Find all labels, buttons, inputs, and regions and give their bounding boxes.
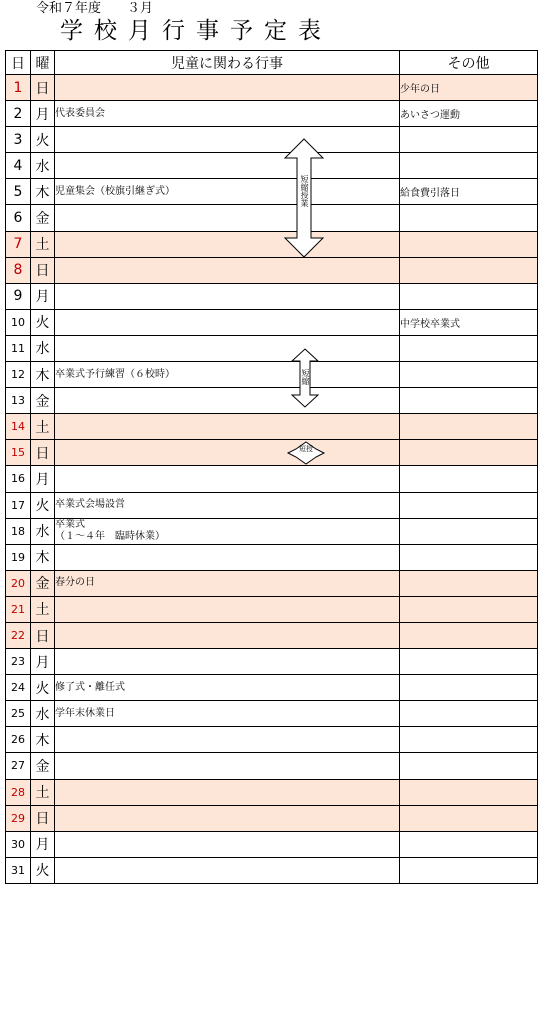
other-cell bbox=[400, 753, 538, 779]
other-cell bbox=[400, 231, 538, 257]
day-cell: 21 bbox=[6, 596, 31, 622]
table-row bbox=[6, 544, 538, 570]
table-row bbox=[6, 727, 538, 753]
event-cell: 児童集会（校旗引継ぎ式） bbox=[55, 179, 400, 205]
event-cell bbox=[55, 544, 400, 570]
page-title: 学校月行事予定表 bbox=[60, 18, 332, 44]
day-cell: 8 bbox=[6, 257, 31, 283]
day-cell: 24 bbox=[6, 675, 31, 701]
day-cell: 1 bbox=[6, 75, 31, 101]
other-cell bbox=[400, 544, 538, 570]
other-cell bbox=[400, 440, 538, 466]
day-cell: 28 bbox=[6, 779, 31, 805]
table-row bbox=[6, 414, 538, 440]
event-cell bbox=[55, 75, 400, 101]
weekday-cell: 火 bbox=[31, 492, 55, 518]
other-cell bbox=[400, 649, 538, 675]
other-cell: 少年の日 bbox=[400, 75, 538, 101]
other-cell: あいさつ運動 bbox=[400, 101, 538, 127]
other-cell: 給食費引落日 bbox=[400, 179, 538, 205]
weekday-cell: 日 bbox=[31, 622, 55, 648]
weekday-cell: 土 bbox=[31, 779, 55, 805]
event-cell bbox=[55, 649, 400, 675]
other-cell bbox=[400, 257, 538, 283]
table-row bbox=[6, 127, 538, 153]
weekday-cell: 日 bbox=[31, 75, 55, 101]
table-row bbox=[6, 388, 538, 414]
header-day: 日 bbox=[6, 51, 31, 75]
weekday-cell: 金 bbox=[31, 205, 55, 231]
table-row bbox=[6, 596, 538, 622]
weekday-cell: 月 bbox=[31, 101, 55, 127]
event-cell bbox=[55, 153, 400, 179]
event-cell: 修了式・離任式 bbox=[55, 675, 400, 701]
table-row bbox=[6, 283, 538, 309]
table-row bbox=[6, 675, 538, 701]
table-row bbox=[6, 231, 538, 257]
event-cell bbox=[55, 335, 400, 361]
day-cell: 25 bbox=[6, 701, 31, 727]
table-row bbox=[6, 805, 538, 831]
day-cell: 12 bbox=[6, 362, 31, 388]
arrow-label-short-classes: 短縮授業 bbox=[300, 175, 309, 207]
schedule-table bbox=[5, 50, 538, 884]
weekday-cell: 木 bbox=[31, 727, 55, 753]
weekday-cell: 土 bbox=[31, 414, 55, 440]
other-cell bbox=[400, 205, 538, 231]
other-cell bbox=[400, 335, 538, 361]
day-cell: 13 bbox=[6, 388, 31, 414]
day-cell: 18 bbox=[6, 518, 31, 544]
header-weekday: 曜 bbox=[31, 51, 55, 75]
other-cell bbox=[400, 518, 538, 544]
event-cell bbox=[55, 857, 400, 883]
event-cell: 春分の日 bbox=[55, 570, 400, 596]
event-cell bbox=[55, 440, 400, 466]
table-row bbox=[6, 649, 538, 675]
table-row bbox=[6, 101, 538, 127]
table-row bbox=[6, 179, 538, 205]
event-cell bbox=[55, 414, 400, 440]
event-cell: 卒業式会場設営 bbox=[55, 492, 400, 518]
table-row bbox=[6, 466, 538, 492]
weekday-cell: 木 bbox=[31, 544, 55, 570]
day-cell: 11 bbox=[6, 335, 31, 361]
other-cell bbox=[400, 414, 538, 440]
other-cell bbox=[400, 831, 538, 857]
event-cell bbox=[55, 727, 400, 753]
table-row bbox=[6, 309, 538, 335]
day-cell: 17 bbox=[6, 492, 31, 518]
table-row bbox=[6, 492, 538, 518]
other-cell bbox=[400, 675, 538, 701]
event-cell: 学年末休業日 bbox=[55, 701, 400, 727]
other-cell bbox=[400, 596, 538, 622]
weekday-cell: 木 bbox=[31, 179, 55, 205]
event-cell bbox=[55, 596, 400, 622]
table-row bbox=[6, 622, 538, 648]
event-cell: 卒業式 （１～４年 臨時休業） bbox=[55, 518, 400, 544]
arrow-label-short: 短縮 bbox=[301, 369, 310, 385]
weekday-cell: 土 bbox=[31, 596, 55, 622]
table-row bbox=[6, 153, 538, 179]
other-cell bbox=[400, 362, 538, 388]
event-cell bbox=[55, 283, 400, 309]
day-cell: 5 bbox=[6, 179, 31, 205]
event-cell: 代表委員会 bbox=[55, 101, 400, 127]
event-cell bbox=[55, 622, 400, 648]
header-student-events: 児童に関わる行事 bbox=[55, 51, 400, 75]
event-cell bbox=[55, 231, 400, 257]
weekday-cell: 火 bbox=[31, 857, 55, 883]
table-row bbox=[6, 570, 538, 596]
day-cell: 10 bbox=[6, 309, 31, 335]
day-cell: 30 bbox=[6, 831, 31, 857]
weekday-cell: 金 bbox=[31, 753, 55, 779]
table-row bbox=[6, 779, 538, 805]
weekday-cell: 月 bbox=[31, 831, 55, 857]
table-row bbox=[6, 701, 538, 727]
event-cell bbox=[55, 831, 400, 857]
event-cell bbox=[55, 205, 400, 231]
day-cell: 15 bbox=[6, 440, 31, 466]
weekday-cell: 月 bbox=[31, 649, 55, 675]
event-cell bbox=[55, 257, 400, 283]
weekday-cell: 日 bbox=[31, 440, 55, 466]
weekday-cell: 火 bbox=[31, 309, 55, 335]
event-cell bbox=[55, 309, 400, 335]
event-cell bbox=[55, 753, 400, 779]
other-cell bbox=[400, 127, 538, 153]
table-row bbox=[6, 75, 538, 101]
weekday-cell: 月 bbox=[31, 283, 55, 309]
day-cell: 2 bbox=[6, 101, 31, 127]
weekday-cell: 火 bbox=[31, 675, 55, 701]
event-cell bbox=[55, 388, 400, 414]
weekday-cell: 火 bbox=[31, 127, 55, 153]
day-cell: 31 bbox=[6, 857, 31, 883]
weekday-cell: 水 bbox=[31, 153, 55, 179]
table-row bbox=[6, 440, 538, 466]
arrow-label-short-2: 短授 bbox=[299, 445, 313, 453]
weekday-cell: 水 bbox=[31, 701, 55, 727]
day-cell: 9 bbox=[6, 283, 31, 309]
other-cell bbox=[400, 283, 538, 309]
day-cell: 27 bbox=[6, 753, 31, 779]
other-cell bbox=[400, 805, 538, 831]
other-cell bbox=[400, 492, 538, 518]
other-cell bbox=[400, 153, 538, 179]
weekday-cell: 金 bbox=[31, 570, 55, 596]
table-row bbox=[6, 257, 538, 283]
event-cell bbox=[55, 127, 400, 153]
day-cell: 16 bbox=[6, 466, 31, 492]
day-cell: 14 bbox=[6, 414, 31, 440]
other-cell bbox=[400, 388, 538, 414]
table-row bbox=[6, 362, 538, 388]
other-cell bbox=[400, 622, 538, 648]
day-cell: 4 bbox=[6, 153, 31, 179]
event-cell: 卒業式予行練習（６校時） bbox=[55, 362, 400, 388]
weekday-cell: 金 bbox=[31, 388, 55, 414]
day-cell: 22 bbox=[6, 622, 31, 648]
other-cell bbox=[400, 857, 538, 883]
event-cell bbox=[55, 779, 400, 805]
other-cell bbox=[400, 701, 538, 727]
other-cell bbox=[400, 466, 538, 492]
other-cell bbox=[400, 570, 538, 596]
weekday-cell: 月 bbox=[31, 466, 55, 492]
day-cell: 29 bbox=[6, 805, 31, 831]
table-row bbox=[6, 335, 538, 361]
table-row bbox=[6, 831, 538, 857]
day-cell: 3 bbox=[6, 127, 31, 153]
table-row bbox=[6, 518, 538, 544]
other-cell bbox=[400, 727, 538, 753]
weekday-cell: 土 bbox=[31, 231, 55, 257]
table-row bbox=[6, 857, 538, 883]
weekday-cell: 日 bbox=[31, 805, 55, 831]
day-cell: 7 bbox=[6, 231, 31, 257]
weekday-cell: 水 bbox=[31, 335, 55, 361]
day-cell: 23 bbox=[6, 649, 31, 675]
table-row bbox=[6, 205, 538, 231]
day-cell: 19 bbox=[6, 544, 31, 570]
day-cell: 26 bbox=[6, 727, 31, 753]
weekday-cell: 日 bbox=[31, 257, 55, 283]
table-row bbox=[6, 753, 538, 779]
event-cell bbox=[55, 466, 400, 492]
weekday-cell: 木 bbox=[31, 362, 55, 388]
weekday-cell: 水 bbox=[31, 518, 55, 544]
day-cell: 20 bbox=[6, 570, 31, 596]
event-cell bbox=[55, 805, 400, 831]
header-other: その他 bbox=[400, 51, 538, 75]
table-header-row bbox=[6, 51, 538, 75]
fiscal-year-month: 令和７年度 ３月 bbox=[36, 1, 154, 16]
day-cell: 6 bbox=[6, 205, 31, 231]
other-cell: 中学校卒業式 bbox=[400, 309, 538, 335]
other-cell bbox=[400, 779, 538, 805]
